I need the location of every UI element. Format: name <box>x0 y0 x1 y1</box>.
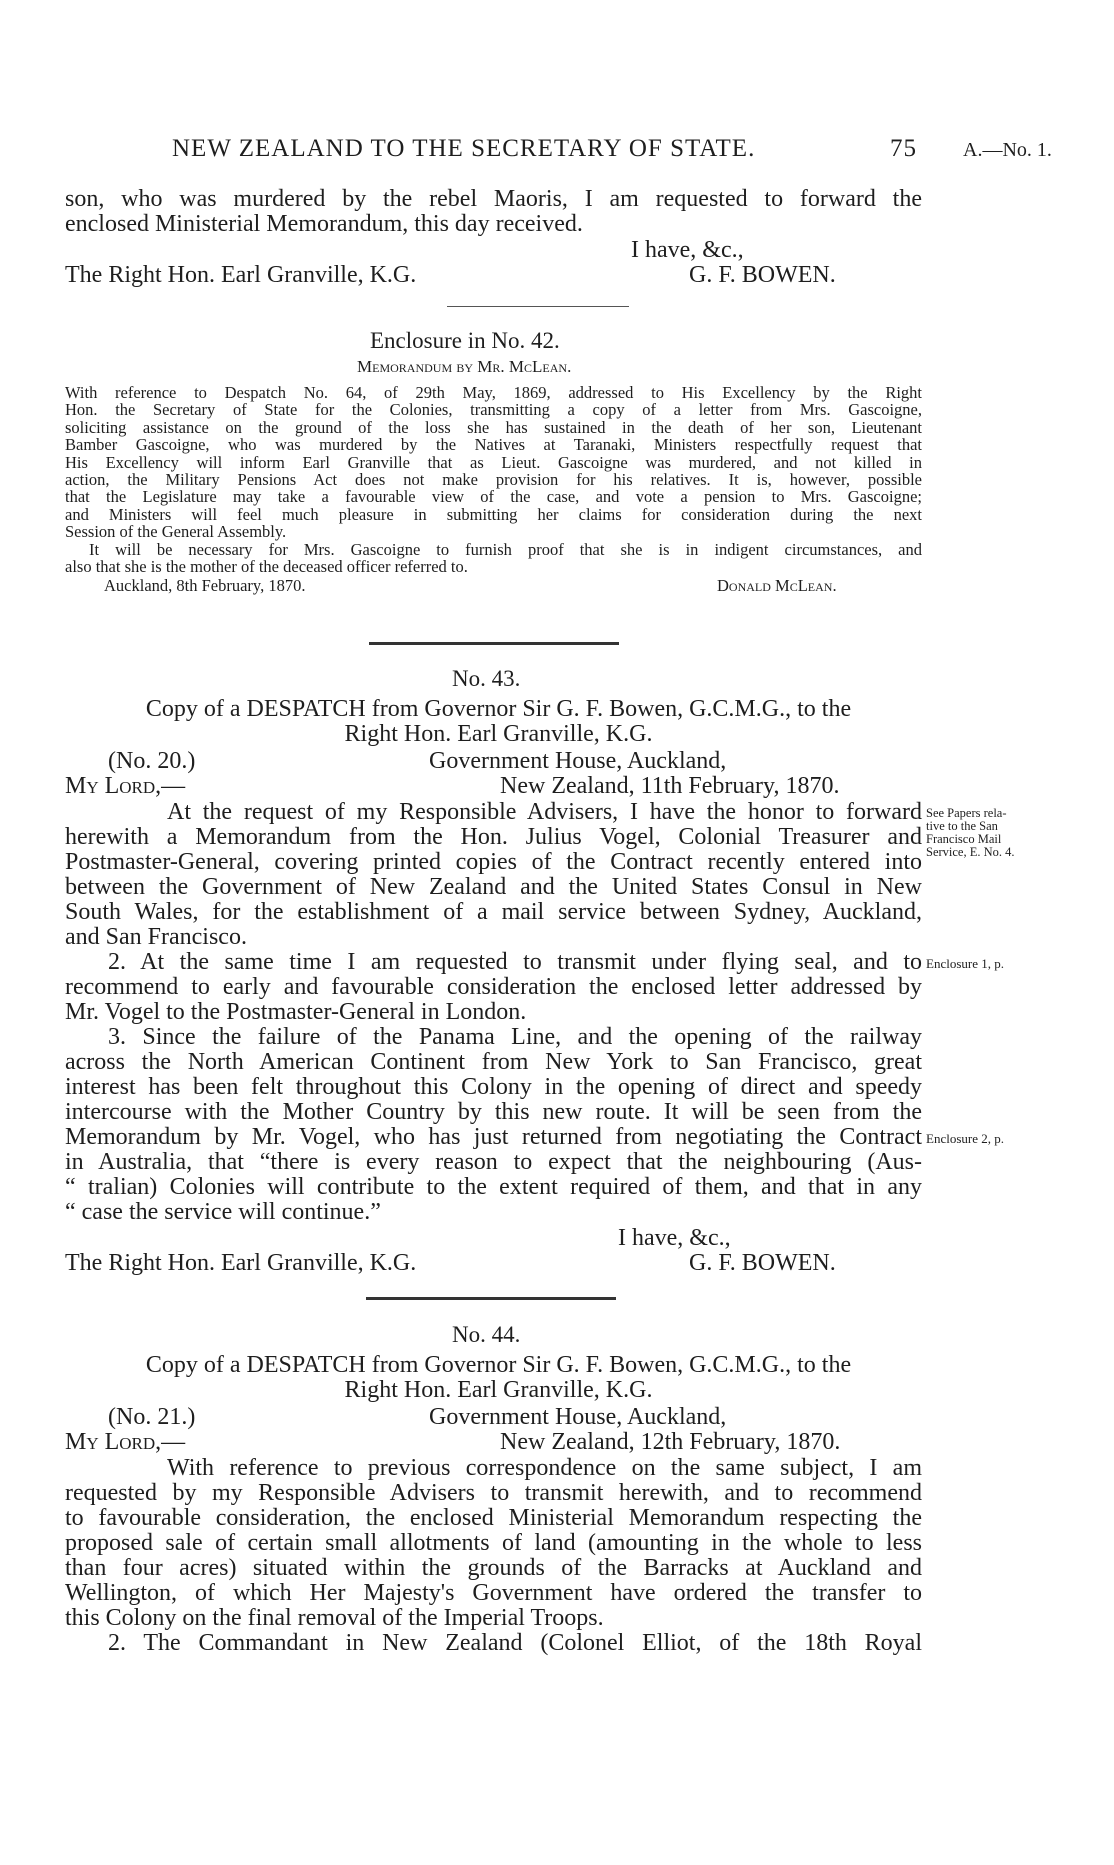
sender-address: Government House, Auckland, <box>429 748 727 774</box>
text-line: proposed sale of certain small allotments of land (amounting in the whole to less <box>65 1530 922 1556</box>
salutation: My Lord,— <box>65 1429 186 1455</box>
despatch-number: No. 44. <box>452 1322 521 1347</box>
memorandum-subtitle: Memorandum by Mr. McLean. <box>357 357 572 376</box>
text-line: that the Legislature may take a favourable view of the case, and vote a pension to Mrs. Gascoigne; <box>65 487 922 506</box>
despatch-title: Right Hon. Earl Granville, K.G. <box>344 721 653 747</box>
text-line: Session of the General Assembly. <box>65 522 287 541</box>
text-line: also that she is the mother of the deceased officer referred to. <box>65 557 468 576</box>
signature: G. F. BOWEN. <box>689 1250 836 1276</box>
signature: G. F. BOWEN. <box>689 262 836 288</box>
text-line: 2. At the same time I am requested to transmit under flying seal, and to <box>108 949 922 975</box>
text-line: action, the Military Pensions Act does not make provision for his relatives. It is, however, possible <box>65 470 922 489</box>
signature: Donald McLean. <box>717 576 837 595</box>
text-line: than four acres) situated within the grounds of the Barracks at Auckland and <box>65 1555 922 1581</box>
margin-note: tive to the San <box>926 819 998 833</box>
text-line: soliciting assistance on the ground of the loss she has sustained in the death of her son, Lieutenant <box>65 418 922 437</box>
despatch-title: Right Hon. Earl Granville, K.G. <box>344 1377 653 1403</box>
text-line: “ case the service will continue.” <box>65 1199 381 1225</box>
date: New Zealand, 12th February, 1870. <box>500 1429 841 1455</box>
text-line: and San Francisco. <box>65 924 247 950</box>
text-line: requested by my Responsible Advisers to transmit herewith, and to recommend <box>65 1480 922 1506</box>
addressee: The Right Hon. Earl Granville, K.G. <box>65 262 417 288</box>
text-line: in Australia, that “there is every reason to expect that the neighbouring (Aus- <box>65 1149 922 1175</box>
margin-note: See Papers rela- <box>926 806 1007 820</box>
salutation: My Lord,— <box>65 773 186 799</box>
text-line: 2. The Commandant in New Zealand (Colonel Elliot, of the 18th Royal <box>108 1630 922 1656</box>
text-line: across the North American Continent from New York to San Francisco, great <box>65 1049 922 1075</box>
text-line: son, who was murdered by the rebel Maoris, I am requested to forward the <box>65 186 922 212</box>
despatch-number: No. 43. <box>452 666 521 691</box>
text-line: With reference to Despatch No. 64, of 29th May, 1869, addressed to His Excellency by the Right <box>65 383 922 402</box>
text-line: Wellington, of which Her Majesty's Government have ordered the transfer to <box>65 1580 922 1606</box>
text-line: Memorandum by Mr. Vogel, who has just returned from negotiating the Contract <box>65 1124 922 1150</box>
enclosure-title: Enclosure in No. 42. <box>370 328 560 353</box>
despatch-no: (No. 20.) <box>108 748 196 774</box>
margin-note: Enclosure 1, p. <box>926 956 1004 971</box>
text-line: Postmaster-General, covering printed copies of the Contract recently entered into <box>65 849 922 875</box>
margin-note: Francisco Mail <box>926 832 1002 846</box>
sender-address: Government House, Auckland, <box>429 1404 727 1430</box>
text-line: It will be necessary for Mrs. Gascoigne to furnish proof that she is in indigent circumstances, and <box>89 540 922 559</box>
text-line: between the Government of New Zealand and the United States Consul in New <box>65 874 922 900</box>
running-head: NEW ZEALAND TO THE SECRETARY OF STATE. <box>172 135 756 162</box>
closing: I have, &c., <box>618 1225 731 1251</box>
despatch-no: (No. 21.) <box>108 1404 196 1430</box>
despatch-title: Copy of a DESPATCH from Governor Sir G. F. Bowen, G.C.M.G., to the <box>145 1352 852 1378</box>
text-line: His Excellency will inform Earl Granville that as Lieut. Gascoigne was murdered, and not killed in <box>65 453 922 472</box>
text-line: enclosed Ministerial Memorandum, this day received. <box>65 211 583 237</box>
margin-note: Service, E. No. 4. <box>926 845 1015 859</box>
text-line: this Colony on the final removal of the Imperial Troops. <box>65 1605 604 1631</box>
despatch-title: Copy of a DESPATCH from Governor Sir G. F. Bowen, G.C.M.G., to the <box>145 696 852 722</box>
divider <box>447 306 629 307</box>
text-line: Mr. Vogel to the Postmaster-General in London. <box>65 999 527 1025</box>
text-line: At the request of my Responsible Advisers, I have the honor to forward <box>167 799 922 825</box>
text-line: herewith a Memorandum from the Hon. Julius Vogel, Colonial Treasurer and <box>65 824 922 850</box>
text-line: Hon. the Secretary of State for the Colonies, transmitting a copy of a letter from Mrs. Gascoigne, <box>65 400 922 419</box>
text-line: intercourse with the Mother Country by this new route. It will be seen from the <box>65 1099 922 1125</box>
text-line: to favourable consideration, the enclosed Ministerial Memorandum respecting the <box>65 1505 922 1531</box>
margin-note: Enclosure 2, p. <box>926 1131 1004 1146</box>
divider <box>369 642 619 645</box>
text-line: Bamber Gascoigne, who was murdered by the Natives at Taranaki, Ministers respectfully request that <box>65 435 922 454</box>
place-date: Auckland, 8th February, 1870. <box>104 576 306 595</box>
closing: I have, &c., <box>631 237 744 263</box>
text-line: and Ministers will feel much pleasure in submitting her claims for consideration during the next <box>65 505 922 524</box>
text-line: With reference to previous correspondence on the same subject, I am <box>167 1455 922 1481</box>
page-number: 75 <box>890 135 917 162</box>
paper-reference: A.—No. 1. <box>963 139 1052 161</box>
text-line: interest has been felt throughout this Colony in the opening of direct and speedy <box>65 1074 922 1100</box>
addressee: The Right Hon. Earl Granville, K.G. <box>65 1250 417 1276</box>
text-line: 3. Since the failure of the Panama Line, and the opening of the railway <box>108 1024 922 1050</box>
date: New Zealand, 11th February, 1870. <box>500 773 840 799</box>
text-line: “ tralian) Colonies will contribute to the extent required of them, and that in any <box>65 1174 922 1200</box>
divider <box>366 1297 616 1300</box>
text-line: recommend to early and favourable consideration the enclosed letter addressed by <box>65 974 922 1000</box>
text-line: South Wales, for the establishment of a mail service between Sydney, Auckland, <box>65 899 922 925</box>
